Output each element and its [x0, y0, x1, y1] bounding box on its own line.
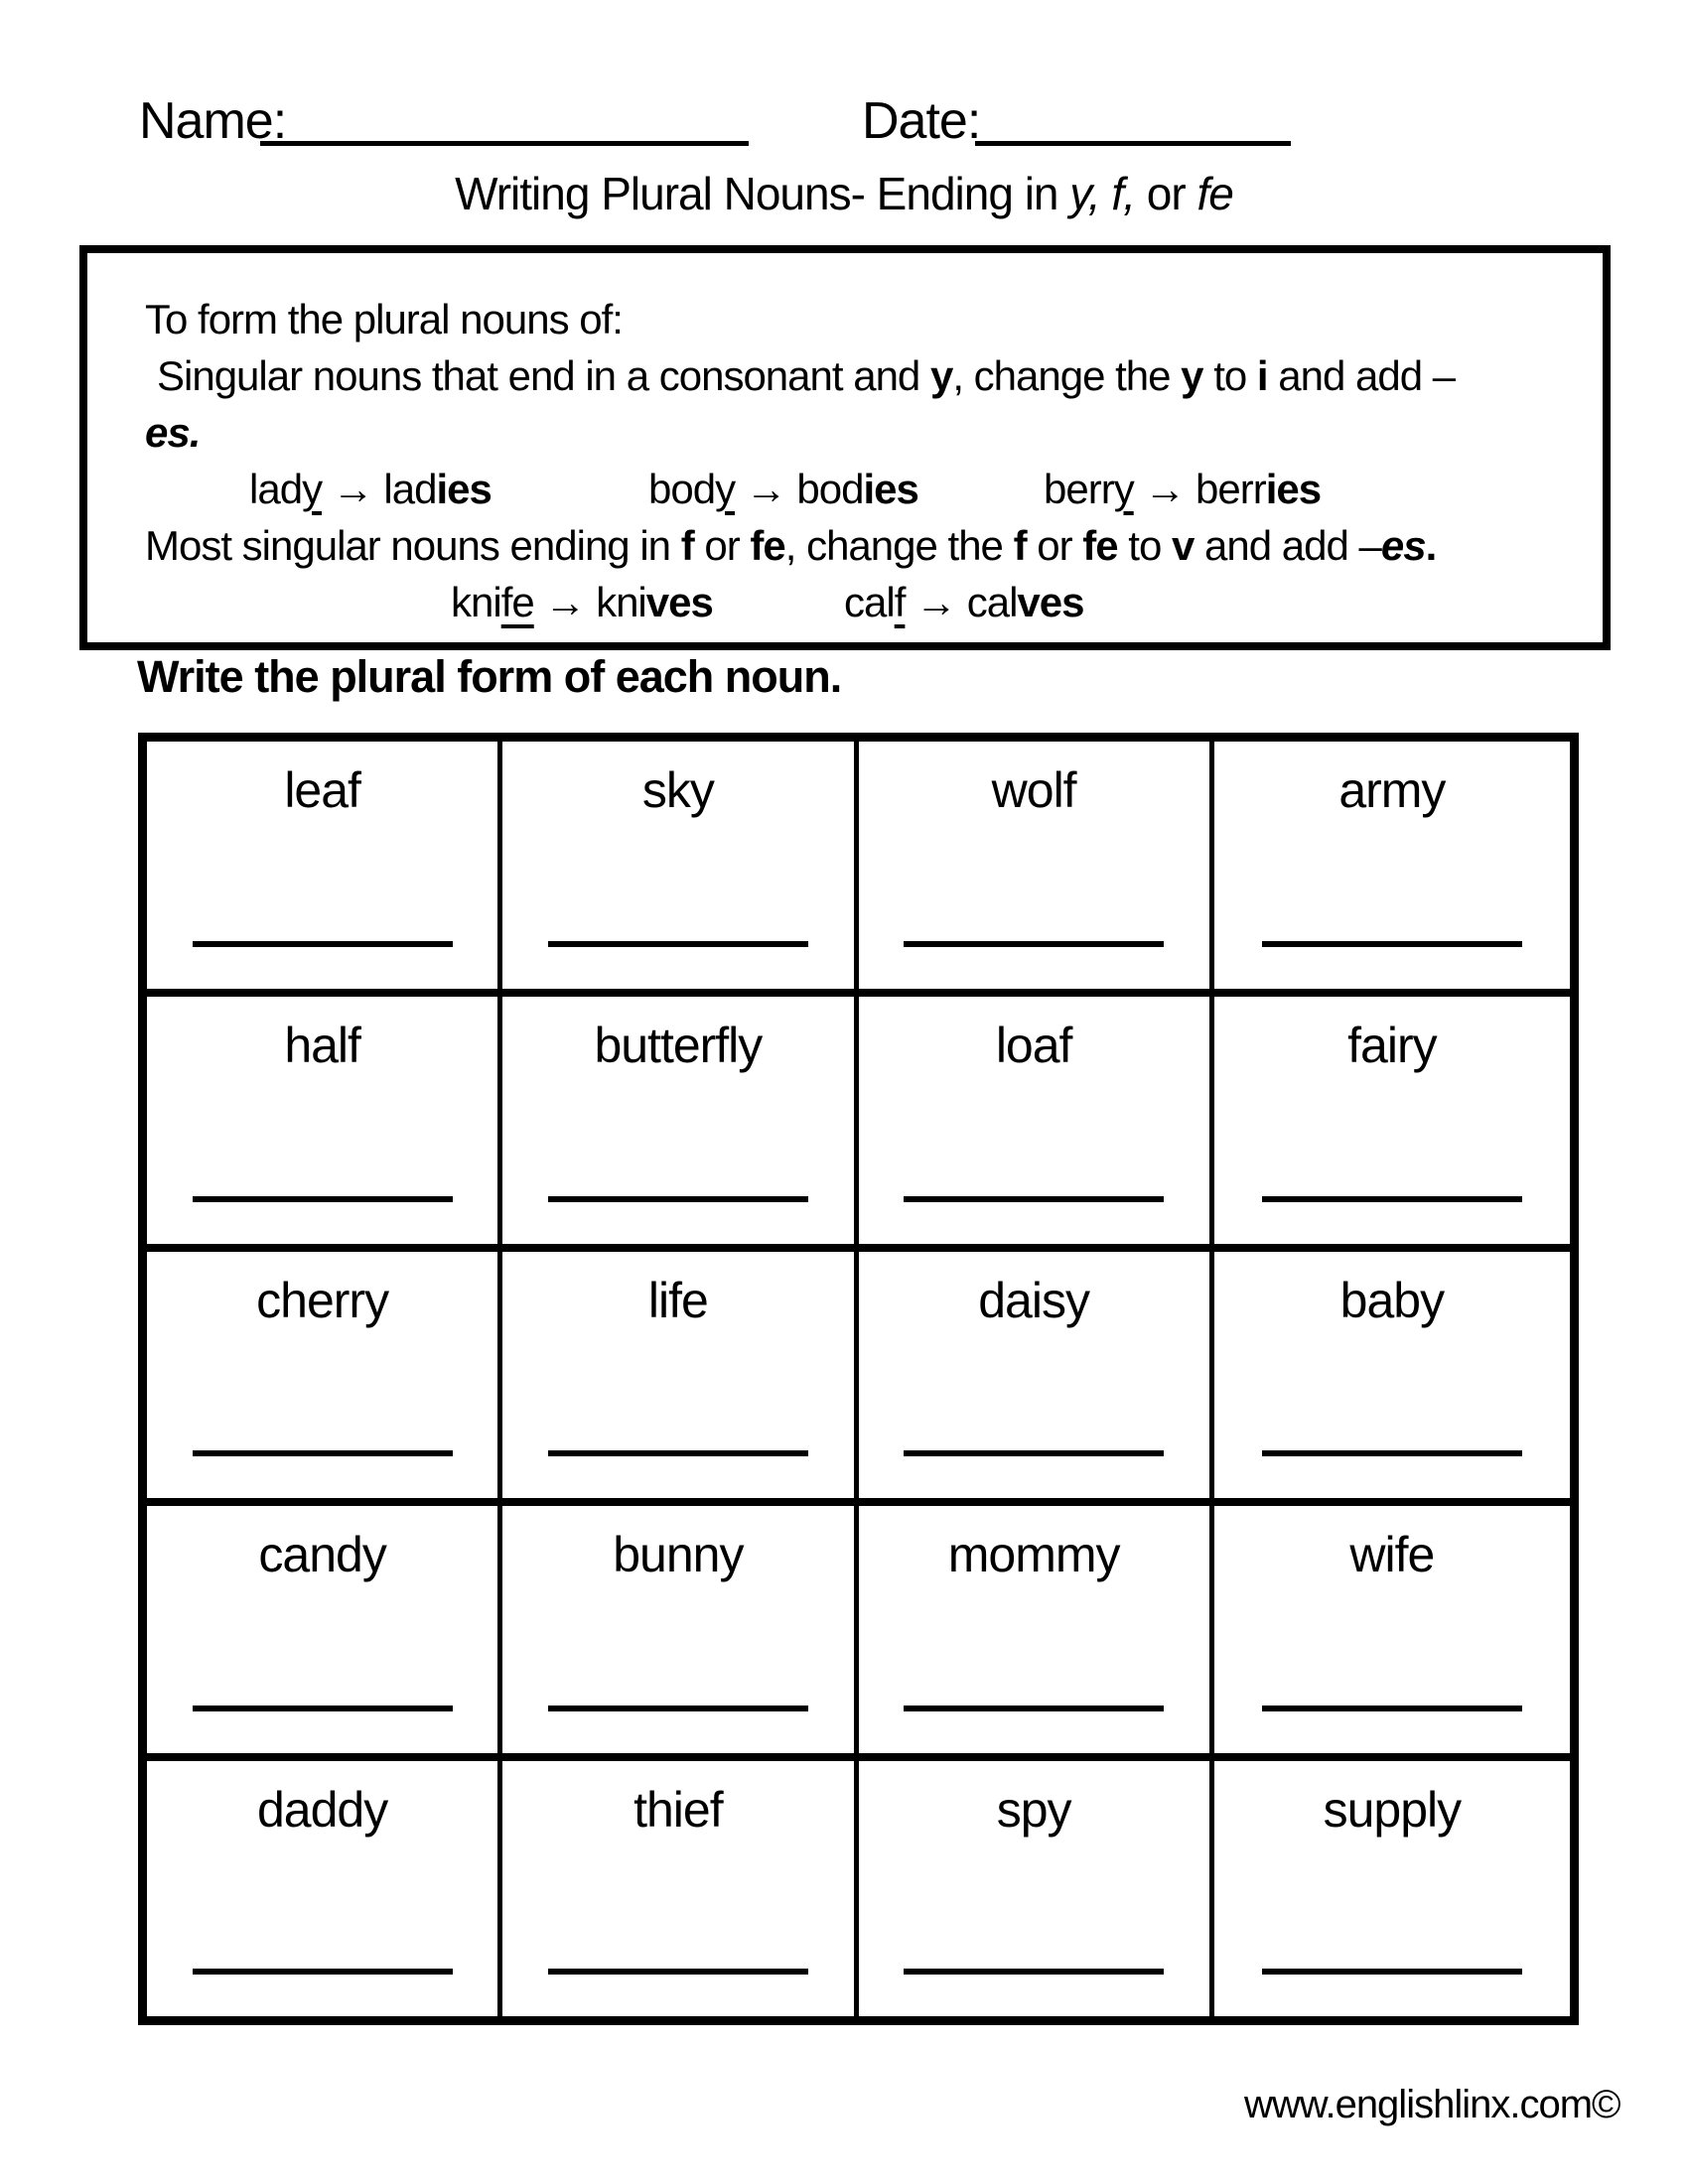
text-segment: ies — [436, 466, 492, 512]
text-segment: bod — [648, 466, 716, 512]
instructions-prompt: Write the plural form of each noun. — [137, 651, 842, 702]
noun-word: wolf — [991, 762, 1076, 818]
answer-blank-line[interactable] — [193, 941, 453, 947]
noun-word: baby — [1339, 1272, 1445, 1328]
text-segment: y — [1181, 352, 1203, 399]
noun-word: daddy — [257, 1782, 388, 1839]
answer-blank-line[interactable] — [548, 1706, 808, 1711]
text-segment: lad — [249, 466, 303, 512]
text-segment: y — [1113, 466, 1134, 512]
noun-word: fairy — [1347, 1017, 1437, 1073]
answer-blank-line[interactable] — [193, 1450, 453, 1456]
noun-word: loaf — [995, 1017, 1072, 1073]
noun-word: half — [284, 1017, 360, 1073]
text-segment: fe — [1082, 522, 1118, 569]
answer-blank-line[interactable] — [193, 1706, 453, 1711]
text-segment: ies — [863, 466, 918, 512]
noun-cell — [1214, 997, 1570, 1252]
noun-word: supply — [1323, 1782, 1462, 1839]
answer-blank-line[interactable] — [1262, 1196, 1522, 1202]
text-segment: y, f, — [1069, 168, 1135, 219]
text-segment: v — [1172, 522, 1195, 569]
noun-cell — [147, 1761, 502, 2016]
rule-examples-y — [87, 461, 1603, 517]
text-segment: cal — [844, 579, 895, 625]
text-segment: es — [1380, 522, 1426, 569]
text-segment: es. — [145, 409, 201, 456]
text-segment: fe — [1196, 168, 1233, 219]
example-calf-calves — [844, 574, 1083, 630]
date-blank-line[interactable] — [975, 91, 1291, 146]
noun-cell — [147, 1252, 502, 1507]
name-label: Name: — [139, 92, 287, 150]
answer-blank-line[interactable] — [904, 941, 1164, 947]
rule-line-y-rule-continued — [87, 404, 1603, 461]
text-segment: y — [929, 352, 953, 399]
noun-cell — [1214, 1761, 1570, 2016]
text-segment: ves — [1017, 579, 1084, 625]
noun-word: leaf — [284, 762, 360, 818]
example-knife-knives — [451, 574, 713, 630]
text-segment: To form the plural nouns of: — [145, 296, 623, 342]
noun-grid — [138, 733, 1579, 2025]
noun-word: life — [647, 1272, 708, 1328]
text-segment: . — [1425, 522, 1437, 569]
answer-blank-line[interactable] — [904, 1196, 1164, 1202]
text-segment: ves — [645, 579, 713, 625]
answer-blank-line[interactable] — [548, 1969, 808, 1975]
noun-cell — [502, 1252, 858, 1507]
noun-cell — [1214, 742, 1570, 997]
text-segment: i — [1256, 352, 1268, 399]
noun-cell — [859, 1761, 1214, 2016]
answer-blank-line[interactable] — [1262, 941, 1522, 947]
noun-word: wife — [1349, 1527, 1435, 1583]
text-segment: berr — [1044, 466, 1114, 512]
site-credit: www.englishlinx.com© — [1244, 2083, 1620, 2126]
noun-word: army — [1338, 762, 1446, 818]
noun-word: cherry — [256, 1272, 389, 1328]
noun-word: butterfly — [594, 1017, 763, 1073]
text-segment: → kni — [533, 579, 646, 625]
noun-cell — [859, 997, 1214, 1252]
answer-blank-line[interactable] — [548, 1450, 808, 1456]
text-segment: and add – — [1267, 352, 1456, 399]
text-segment: or — [1026, 522, 1083, 569]
answer-blank-line[interactable] — [548, 1196, 808, 1202]
answer-blank-line[interactable] — [193, 1969, 453, 1975]
example-lady-ladies — [249, 461, 492, 517]
text-segment: kni — [451, 579, 501, 625]
answer-blank-line[interactable] — [193, 1196, 453, 1202]
noun-cell — [502, 997, 858, 1252]
text-segment: Singular nouns that end in a consonant and — [157, 352, 930, 399]
noun-word: candy — [258, 1527, 386, 1583]
text-segment: f — [680, 522, 694, 569]
answer-blank-line[interactable] — [904, 1450, 1164, 1456]
answer-blank-line[interactable] — [904, 1706, 1164, 1711]
rule-line-y-rule — [87, 347, 1603, 404]
answer-blank-line[interactable] — [1262, 1706, 1522, 1711]
answer-blank-line[interactable] — [548, 941, 808, 947]
noun-cell — [1214, 1506, 1570, 1761]
text-segment: fe — [500, 579, 534, 625]
noun-cell — [147, 997, 502, 1252]
answer-blank-line[interactable] — [1262, 1969, 1522, 1975]
text-segment: → cal — [905, 579, 1018, 625]
text-segment: f — [1013, 522, 1027, 569]
text-segment: fe — [750, 522, 785, 569]
text-segment: y — [302, 466, 323, 512]
rules-box — [79, 245, 1611, 650]
noun-word: bunny — [613, 1527, 744, 1583]
text-segment: ies — [1265, 466, 1322, 512]
page-title — [0, 167, 1688, 220]
answer-blank-line[interactable] — [1262, 1450, 1522, 1456]
text-segment: to — [1117, 522, 1173, 569]
noun-word: daisy — [978, 1272, 1089, 1328]
text-segment: y — [715, 466, 736, 512]
text-segment: → berr — [1133, 466, 1266, 512]
rule-line-f-rule — [87, 517, 1603, 574]
noun-cell — [147, 742, 502, 997]
noun-cell — [1214, 1252, 1570, 1507]
rule-line-intro — [87, 291, 1603, 347]
noun-cell — [502, 1761, 858, 2016]
example-body-bodies — [648, 461, 918, 517]
noun-word: spy — [996, 1782, 1071, 1839]
text-segment: and add – — [1194, 522, 1381, 569]
text-segment: → lad — [322, 466, 437, 512]
text-segment: to — [1202, 352, 1257, 399]
noun-word: thief — [633, 1782, 723, 1839]
date-label: Date: — [862, 92, 981, 150]
text-segment: , change the — [784, 522, 1014, 569]
noun-cell — [502, 742, 858, 997]
text-segment: → bod — [735, 466, 864, 512]
noun-cell — [147, 1506, 502, 1761]
answer-blank-line[interactable] — [904, 1969, 1164, 1975]
noun-word: sky — [641, 762, 714, 818]
name-blank-line[interactable] — [260, 91, 749, 146]
noun-cell — [502, 1506, 858, 1761]
text-segment: , change the — [952, 352, 1182, 399]
noun-cell — [859, 1506, 1214, 1761]
rule-examples-f — [87, 574, 1603, 630]
noun-cell — [859, 742, 1214, 997]
noun-cell — [859, 1252, 1214, 1507]
text-segment: Most singular nouns ending in — [145, 522, 681, 569]
text-segment: or — [693, 522, 751, 569]
text-segment: Writing Plural Nouns- Ending in — [455, 168, 1070, 219]
text-segment: or — [1135, 168, 1197, 219]
text-segment: f — [894, 579, 906, 625]
noun-word: mommy — [947, 1527, 1120, 1583]
rules-content — [87, 291, 1603, 630]
example-berry-berries — [1044, 461, 1321, 517]
